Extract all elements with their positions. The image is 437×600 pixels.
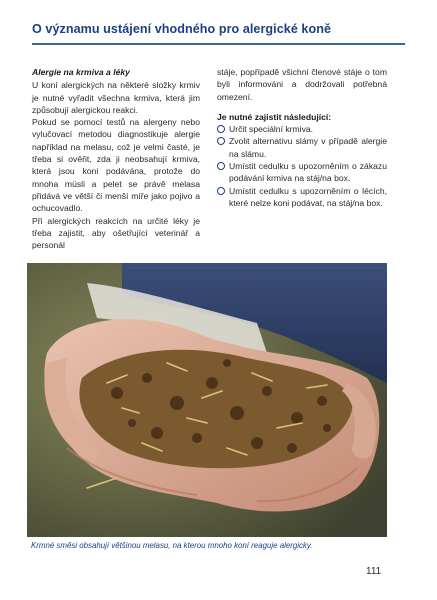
list-item [217,160,387,185]
page-title: O významu ustájení vhodného pro alergické koně [32,22,332,36]
title-rule [32,43,405,45]
list-heading: Je nutné zajistit následující: [217,111,332,122]
list-item-text: Umístit cedulku s upozorněním o zákazu podávání krmiva na stáj/na box. [229,161,387,184]
section-subheading: Alergie na krmiva a léky [32,67,130,77]
paragraph: Při alergických reakcích na určité léky je třeba zajistit, aby ošetřující veterinář a personál [32,215,200,251]
photo-caption: Krmné směsi obsahují většinou melasu, na kterou mnoho koní reaguje alergicky. [31,541,313,550]
paragraph: Pokud se pomocí testů na alergeny nebo vylučovací metodou diagnostikuje alergie například na melasu, což je velmi časté, je třeba si ověřit, zda ji neobsahují krmiva, která jsou koni podávána, protože do mnoha müsli a pelet se právě melasa přidává ve větší či menší míře jako pojivo a ochucovadlo. [32,117,200,214]
photo-hands-with-feed [27,263,387,537]
list-item-text: Určit speciální krmiva. [229,124,314,135]
left-column [32,66,200,251]
list-item [217,185,387,210]
list-item-text: Zvolit alternativu slámy v případě alergie na slámu. [229,136,387,159]
list-item-text: Umístit cedulku s upozorněním o lécích, které nelze koni podávat, na stáj/na box. [229,185,387,208]
list-item [217,123,387,135]
circle-bullet-icon [217,162,225,170]
list-item [217,135,387,160]
circle-bullet-icon [217,187,225,195]
circle-bullet-icon [217,125,225,133]
page-number: 111 [366,566,382,577]
paragraph: U koní alergických na některé složky krmiv je nutné vyřadit všechna krmiva, která jim způsobují alergickou reakci. [32,80,200,115]
right-column [217,66,387,209]
requirements-list [217,123,387,209]
paragraph-continuation: stáje, popřípadě všichni členové stáje o tom byli informováni a dodržovali potřebná omezení. [217,67,387,102]
circle-bullet-icon [217,137,225,145]
